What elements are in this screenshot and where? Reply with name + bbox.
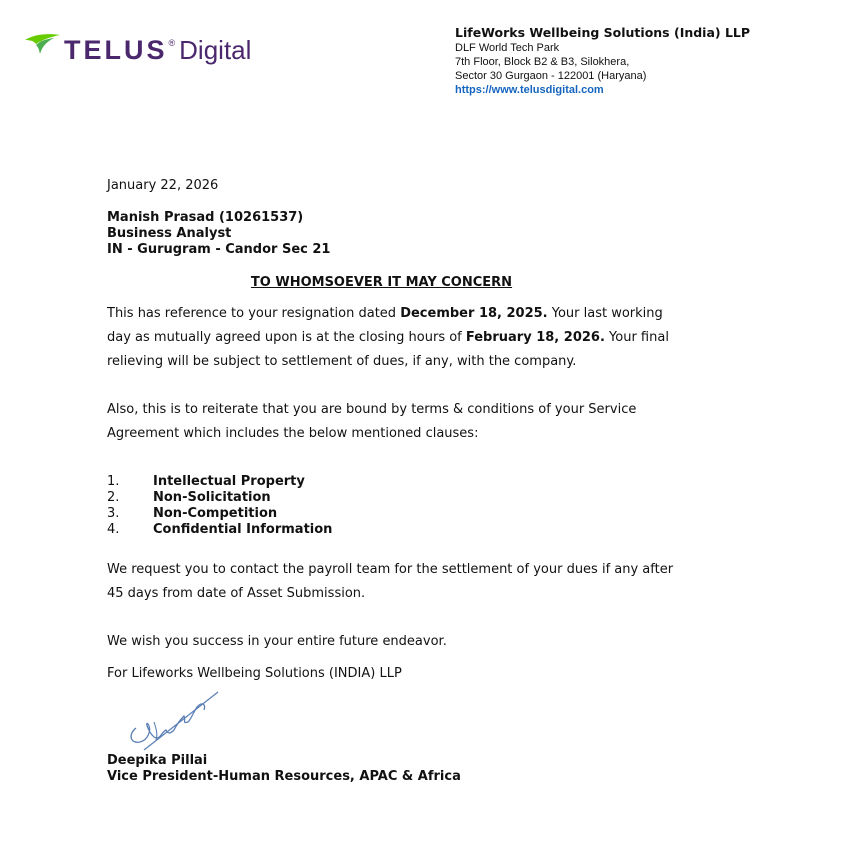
logo-wordmark	[64, 35, 251, 66]
list-item	[107, 506, 332, 522]
paragraph-line: Agreement which includes the below mentioned clauses:	[107, 426, 479, 441]
company-name: LifeWorks Wellbeing Solutions (India) LLP	[455, 25, 751, 40]
company-address-block	[455, 26, 750, 97]
clause-label: Non-Competition	[153, 506, 278, 521]
text-span: Your final	[604, 330, 669, 345]
clause-number: 3.	[107, 506, 120, 521]
clause-list	[107, 474, 332, 538]
paragraph-resignation	[107, 302, 669, 374]
clause-label: Confidential Information	[153, 522, 333, 537]
clause-number: 4.	[107, 522, 120, 537]
clause-label: Intellectual Property	[153, 474, 305, 489]
recipient-title: Business Analyst	[107, 226, 232, 241]
letter-subject: TO WHOMSOEVER IT MAY CONCERN	[250, 275, 513, 290]
address-line: DLF World Tech Park	[455, 42, 560, 54]
telus-digital-logo	[24, 32, 264, 72]
last-working-date: February 18, 2026.	[465, 330, 605, 345]
logo-registered-mark: ®	[168, 38, 176, 48]
clause-label: Non-Solicitation	[153, 490, 271, 505]
signer-title: Vice President-Human Resources, APAC & Africa	[107, 769, 461, 784]
paragraph-line: relieving will be subject to settlement of dues, if any, with the company.	[107, 354, 577, 369]
signer-name: Deepika Pillai	[107, 753, 208, 768]
paragraph-wishes: We wish you success in your entire future endeavor.	[107, 634, 447, 649]
paragraph-line: We request you to contact the payroll team for the settlement of your dues if any after	[107, 562, 674, 577]
paragraph-agreement	[107, 398, 636, 446]
address-line: 7th Floor, Block B2 & B3, Silokhera,	[455, 56, 630, 68]
text-span: This has reference to your resignation dated	[107, 306, 401, 321]
list-item	[107, 490, 332, 506]
text-span: day as mutually agreed upon is at the closing hours of	[107, 330, 466, 345]
letter-date: January 22, 2026	[107, 178, 219, 193]
recipient-block	[107, 210, 330, 258]
address-line: Sector 30 Gurgaon - 122001 (Haryana)	[455, 70, 647, 82]
company-website-link[interactable]: https://www.telusdigital.com	[455, 84, 604, 96]
signer-block	[107, 753, 461, 785]
closing-line: For Lifeworks Wellbeing Solutions (INDIA) LLP	[107, 666, 402, 681]
recipient-location: IN - Gurugram - Candor Sec 21	[107, 242, 331, 257]
paragraph-line: Also, this is to reiterate that you are bound by terms & conditions of your Service	[107, 402, 637, 417]
list-item	[107, 474, 332, 490]
paragraph-line	[107, 302, 669, 326]
recipient-name: Manish Prasad (10261537)	[107, 210, 304, 225]
clause-number: 1.	[107, 474, 120, 489]
logo-brand: TELUS	[64, 35, 168, 65]
paragraph-payroll	[107, 558, 673, 606]
handwritten-signature	[126, 688, 226, 758]
list-item	[107, 522, 332, 538]
telus-leaf-icon	[24, 32, 64, 72]
paragraph-line	[107, 326, 669, 350]
text-span: Your last working	[547, 306, 663, 321]
paragraph-line: 45 days from date of Asset Submission.	[107, 586, 366, 601]
logo-suffix: Digital	[179, 35, 252, 65]
clause-number: 2.	[107, 490, 120, 505]
resignation-date: December 18, 2025.	[400, 306, 548, 321]
